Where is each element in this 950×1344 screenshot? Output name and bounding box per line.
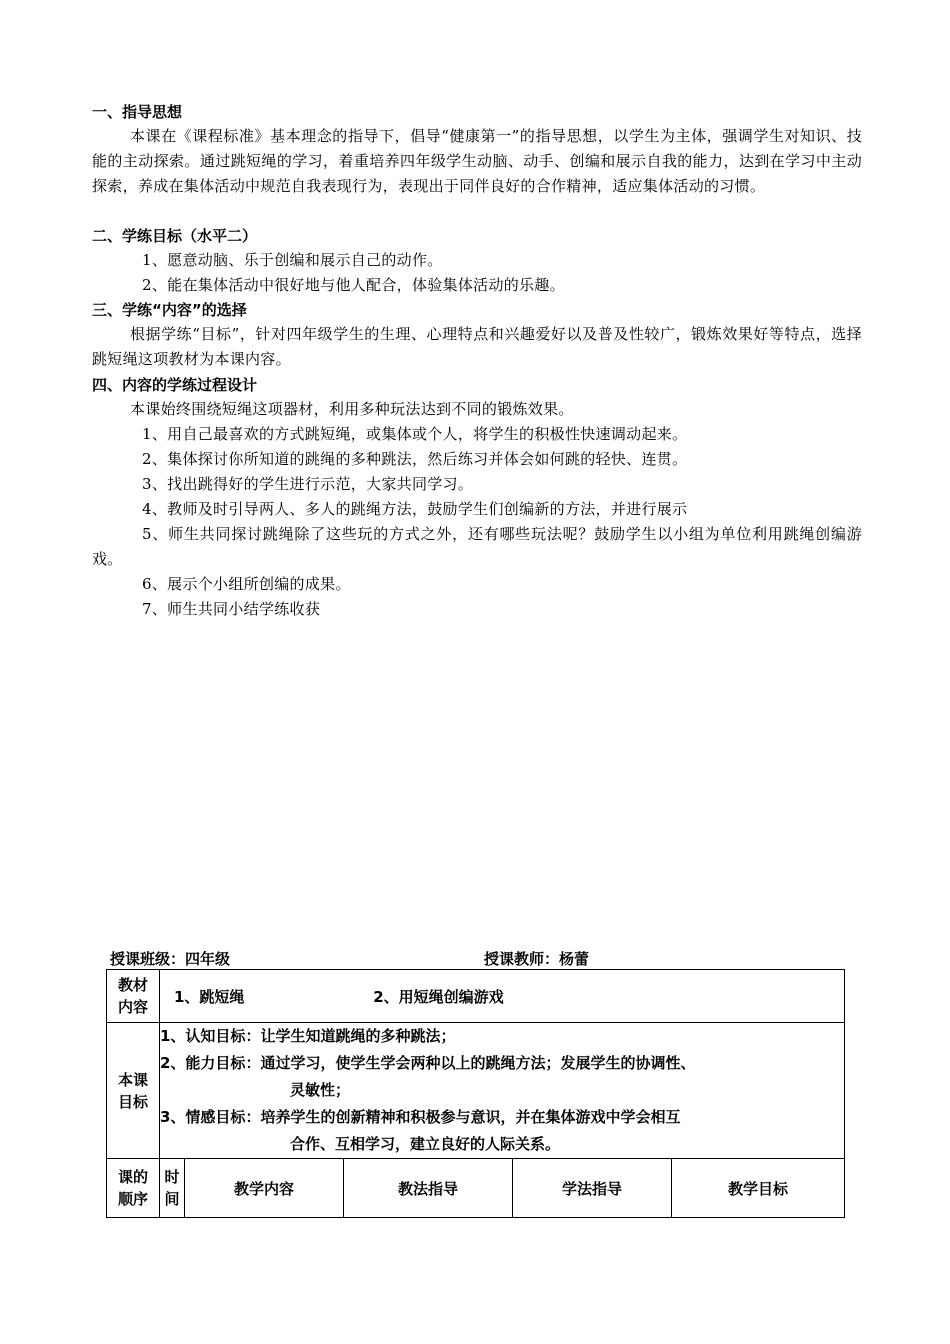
class-label: 授课班级：四年级: [110, 950, 231, 968]
cell-label: 本课: [117, 1070, 148, 1089]
list-item: 6、展示个小组所创编的成果。: [142, 575, 351, 593]
section-heading: 二、学练目标（水平二）: [92, 227, 258, 245]
cell-label: 间: [164, 1190, 180, 1208]
lesson-plan-table: [106, 969, 845, 1218]
section-heading: 四、内容的学练过程设计: [92, 376, 258, 394]
goal-line: 合作、互相学习，建立良好的人际关系。: [290, 1135, 561, 1153]
column-header-study: 学法指导: [513, 1159, 672, 1218]
cell-label: 内容: [117, 998, 148, 1016]
goal-cell: [160, 1023, 845, 1159]
section-intro: 本课始终围绕短绳这项器材，利用多种玩法达到不同的锻炼效果。: [130, 400, 574, 418]
teacher-label: 授课教师：杨蕾: [484, 950, 590, 968]
column-header-method: 教法指导: [344, 1159, 513, 1218]
section-heading: 三、学练“内容”的选择: [92, 301, 247, 319]
list-item: 4、教师及时引导两人、多人的跳绳方法，鼓励学生们创编新的方法，并进行展示: [142, 500, 688, 518]
table-row: [107, 1159, 845, 1218]
cell-label: 时: [164, 1168, 180, 1186]
table-row: [107, 970, 845, 1023]
section-learning-goals: [92, 224, 862, 298]
content-label-cell: [107, 970, 160, 1023]
list-item: 2、集体探讨你所知道的跳绳的多种跳法，然后练习并体会如何跳的轻快、连贯。: [142, 450, 688, 468]
goal-line: 灵敏性；: [290, 1081, 351, 1099]
section-heading: 一、指导思想: [92, 103, 183, 121]
content-cell: [160, 970, 845, 1023]
section-paragraph: 本课在《课程标准》基本理念的指导下，倡导“健康第一”的指导思想，以学生为主体，强调学生对知识、技能的主动探索。通过跳短绳的学习，着重培养四年级学生动脑、动手、创编和展示自我的能力，达到在学习中主动探索，养成在集体活动中规范自我表现行为，表现出于同伴良好的合作精神，适应集体活动的习惯。: [92, 127, 862, 195]
goal-label-cell: [107, 1023, 160, 1159]
table-row: [107, 1023, 845, 1159]
section-guiding-idea: [92, 100, 862, 199]
column-header-goal: 教学目标: [672, 1159, 845, 1218]
goal-line: 3、情感目标：培养学生的创新精神和积极参与意识，并在集体游戏中学会相互: [160, 1108, 681, 1126]
list-item: 2、能在集体活动中很好地与他人配合，体验集体活动的乐趣。: [142, 276, 565, 294]
cell-label: 顺序: [117, 1190, 148, 1208]
section-content-selection: [92, 298, 862, 372]
list-item: 3、找出跳得好的学生进行示范，大家共同学习。: [142, 475, 474, 493]
time-label-cell: [160, 1159, 185, 1218]
content-item: 2、用短绳创编游戏: [373, 987, 504, 1006]
list-item: 1、用自己最喜欢的方式跳短绳，或集体或个人，将学生的积极性快速调动起来。: [142, 425, 688, 443]
column-header-content: 教学内容: [185, 1159, 344, 1218]
section-process-design: [92, 373, 862, 622]
list-item: 1、愿意动脑、乐于创编和展示自己的动作。: [142, 251, 443, 269]
cell-label: 教材: [117, 976, 148, 994]
goal-line: 1、认知目标：让学生知道跳绳的多种跳法；: [160, 1027, 456, 1045]
list-item: 7、师生共同小结学练收获: [142, 600, 321, 618]
cell-label: 课的: [117, 1168, 148, 1186]
cell-label: 目标: [117, 1092, 148, 1111]
content-item: 1、跳短绳: [174, 987, 245, 1006]
goal-line: 2、能力目标：通过学习，使学生学会两种以上的跳绳方法；发展学生的协调性、: [160, 1054, 696, 1072]
order-label-cell: [107, 1159, 160, 1218]
list-item: 5、师生共同探讨跳绳除了这些玩的方式之外，还有哪些玩法呢？鼓励学生以小组为单位利用跳绳创编游戏。: [92, 525, 862, 568]
section-paragraph: 根据学练“目标”，针对四年级学生的生理、心理特点和兴趣爱好以及普及性较广，锻炼效果好等特点，选择跳短绳这项教材为本课内容。: [92, 325, 862, 368]
